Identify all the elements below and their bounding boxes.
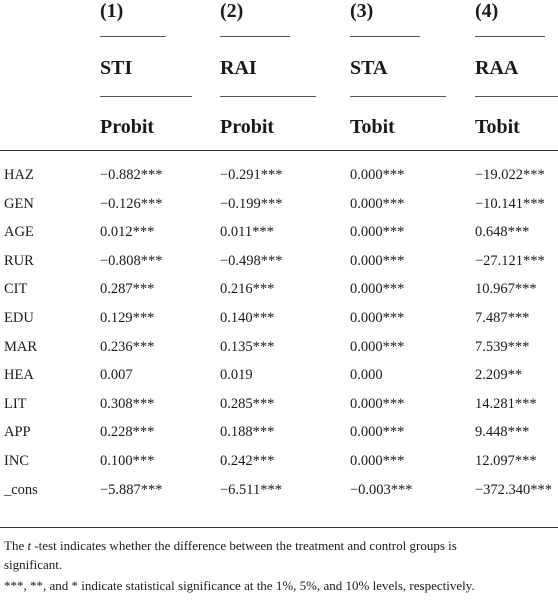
coefficient-cell: 0.285*** xyxy=(220,395,275,412)
coefficient-cell: 0.012*** xyxy=(100,224,155,241)
note-ttest-italic: t xyxy=(27,538,32,553)
table-note-significance: ***, **, and * indicate statistical significance at the 1%, 5%, and 10% levels, respectively. xyxy=(4,578,475,593)
row-label: EDU xyxy=(4,310,34,326)
coefficient-cell: 14.281*** xyxy=(475,395,537,412)
column-variable-1: STI xyxy=(100,57,133,79)
table-bottom-rule xyxy=(0,527,558,528)
note-ttest-suffix: -test indicates whether the difference between the treatment and control groups is xyxy=(31,538,457,553)
coefficient-cell: 0.007 xyxy=(100,367,133,384)
column-number-1: (1) xyxy=(100,0,124,22)
row-label: _cons xyxy=(4,481,38,498)
coefficient-cell: 9.448*** xyxy=(475,424,530,441)
table-note-ttest xyxy=(4,538,457,554)
column-rule-top-3 xyxy=(350,36,420,37)
row-label: AGE xyxy=(4,224,34,241)
coefficient-cell: 0.000*** xyxy=(350,167,405,183)
coefficient-cell: 0.000*** xyxy=(350,252,405,269)
coefficient-cell: 0.000*** xyxy=(350,338,405,355)
coefficient-cell: 0.019 xyxy=(220,367,253,384)
row-label: RUR xyxy=(4,252,34,269)
table-row xyxy=(0,424,558,452)
coefficient-cell: −372.340*** xyxy=(475,481,553,498)
coefficient-cell: 0.000*** xyxy=(350,453,405,469)
row-label: APP xyxy=(4,424,31,441)
table-row xyxy=(0,310,558,338)
coefficient-cell: −0.808*** xyxy=(100,252,163,269)
coefficient-cell: −10.141*** xyxy=(475,195,545,212)
coefficient-cell: 0.188*** xyxy=(220,424,275,441)
column-rule-top-2 xyxy=(220,36,290,37)
coefficient-cell: 0.100*** xyxy=(100,453,155,469)
column-variable-2: RAI xyxy=(220,57,257,79)
column-rule-mid-4 xyxy=(475,96,558,97)
coefficient-cell: 0.236*** xyxy=(100,338,155,355)
column-variable-3: STA xyxy=(350,57,388,79)
coefficient-cell: 0.308*** xyxy=(100,395,155,412)
coefficient-cell: 0.242*** xyxy=(220,453,275,469)
row-label: INC xyxy=(4,453,29,469)
column-variable-4: RAA xyxy=(475,57,519,79)
coefficient-cell: −19.022*** xyxy=(475,167,545,183)
coefficient-cell: −0.882*** xyxy=(100,167,163,183)
column-rule-mid-1 xyxy=(100,96,192,97)
coefficient-cell: 0.000*** xyxy=(350,281,405,298)
coefficient-cell: 0.216*** xyxy=(220,281,275,298)
coefficient-cell: 0.140*** xyxy=(220,310,275,326)
coefficient-cell: −6.511*** xyxy=(220,481,283,498)
table-row xyxy=(0,224,558,252)
coefficient-cell: −0.498*** xyxy=(220,252,283,269)
row-label: GEN xyxy=(4,195,34,212)
coefficient-cell: 0.000*** xyxy=(350,224,405,241)
column-rule-top-1 xyxy=(100,36,166,37)
table-row xyxy=(0,339,558,367)
row-label: LIT xyxy=(4,395,27,412)
coefficient-cell: −0.199*** xyxy=(220,195,283,212)
coefficient-cell: 7.487*** xyxy=(475,310,530,326)
coefficient-cell: 0.000 xyxy=(350,367,383,384)
column-number-3: (3) xyxy=(350,0,374,22)
coefficient-cell: 0.000*** xyxy=(350,395,405,412)
coefficient-cell: 12.097*** xyxy=(475,453,537,469)
table-row xyxy=(0,396,558,424)
coefficient-cell: −27.121*** xyxy=(475,252,545,269)
row-label: CIT xyxy=(4,281,28,298)
coefficient-cell: 10.967*** xyxy=(475,281,537,298)
coefficient-cell: 0.648*** xyxy=(475,224,530,241)
coefficient-cell: 0.135*** xyxy=(220,338,275,355)
row-label: HEA xyxy=(4,367,34,384)
table-row xyxy=(0,196,558,224)
table-row xyxy=(0,367,558,395)
coefficient-cell: −0.126*** xyxy=(100,195,163,212)
column-number-4: (4) xyxy=(475,0,499,22)
note-ttest-prefix: The xyxy=(4,538,28,553)
column-model-3: Tobit xyxy=(350,116,395,138)
row-label: HAZ xyxy=(4,167,34,183)
table-row xyxy=(0,253,558,281)
table-row xyxy=(0,453,558,481)
coefficient-cell: 0.011*** xyxy=(220,224,274,241)
table-row xyxy=(0,482,558,510)
coefficient-cell: 0.000*** xyxy=(350,195,405,212)
coefficient-cell: 0.129*** xyxy=(100,310,155,326)
coefficient-cell: 0.000*** xyxy=(350,424,405,441)
coefficient-cell: −0.003*** xyxy=(350,481,413,498)
coefficient-cell: 0.287*** xyxy=(100,281,155,298)
column-model-2: Probit xyxy=(220,116,275,138)
column-number-2: (2) xyxy=(220,0,244,22)
coefficient-cell: 7.539*** xyxy=(475,338,530,355)
coefficient-cell: −5.887*** xyxy=(100,481,163,498)
column-rule-top-4 xyxy=(475,36,545,37)
header-bottom-rule xyxy=(0,150,558,151)
coefficient-cell: 2.209** xyxy=(475,367,523,384)
table-note-ttest-line2: significant. xyxy=(4,557,63,572)
coefficient-cell: 0.000*** xyxy=(350,310,405,326)
column-rule-mid-3 xyxy=(350,96,446,97)
column-rule-mid-2 xyxy=(220,96,316,97)
table-row xyxy=(0,167,558,195)
coefficient-cell: −0.291*** xyxy=(220,167,283,183)
coefficient-cell: 0.228*** xyxy=(100,424,155,441)
column-model-4: Tobit xyxy=(475,116,520,138)
row-label: MAR xyxy=(4,338,38,355)
column-model-1: Probit xyxy=(100,116,155,138)
table-row xyxy=(0,281,558,309)
